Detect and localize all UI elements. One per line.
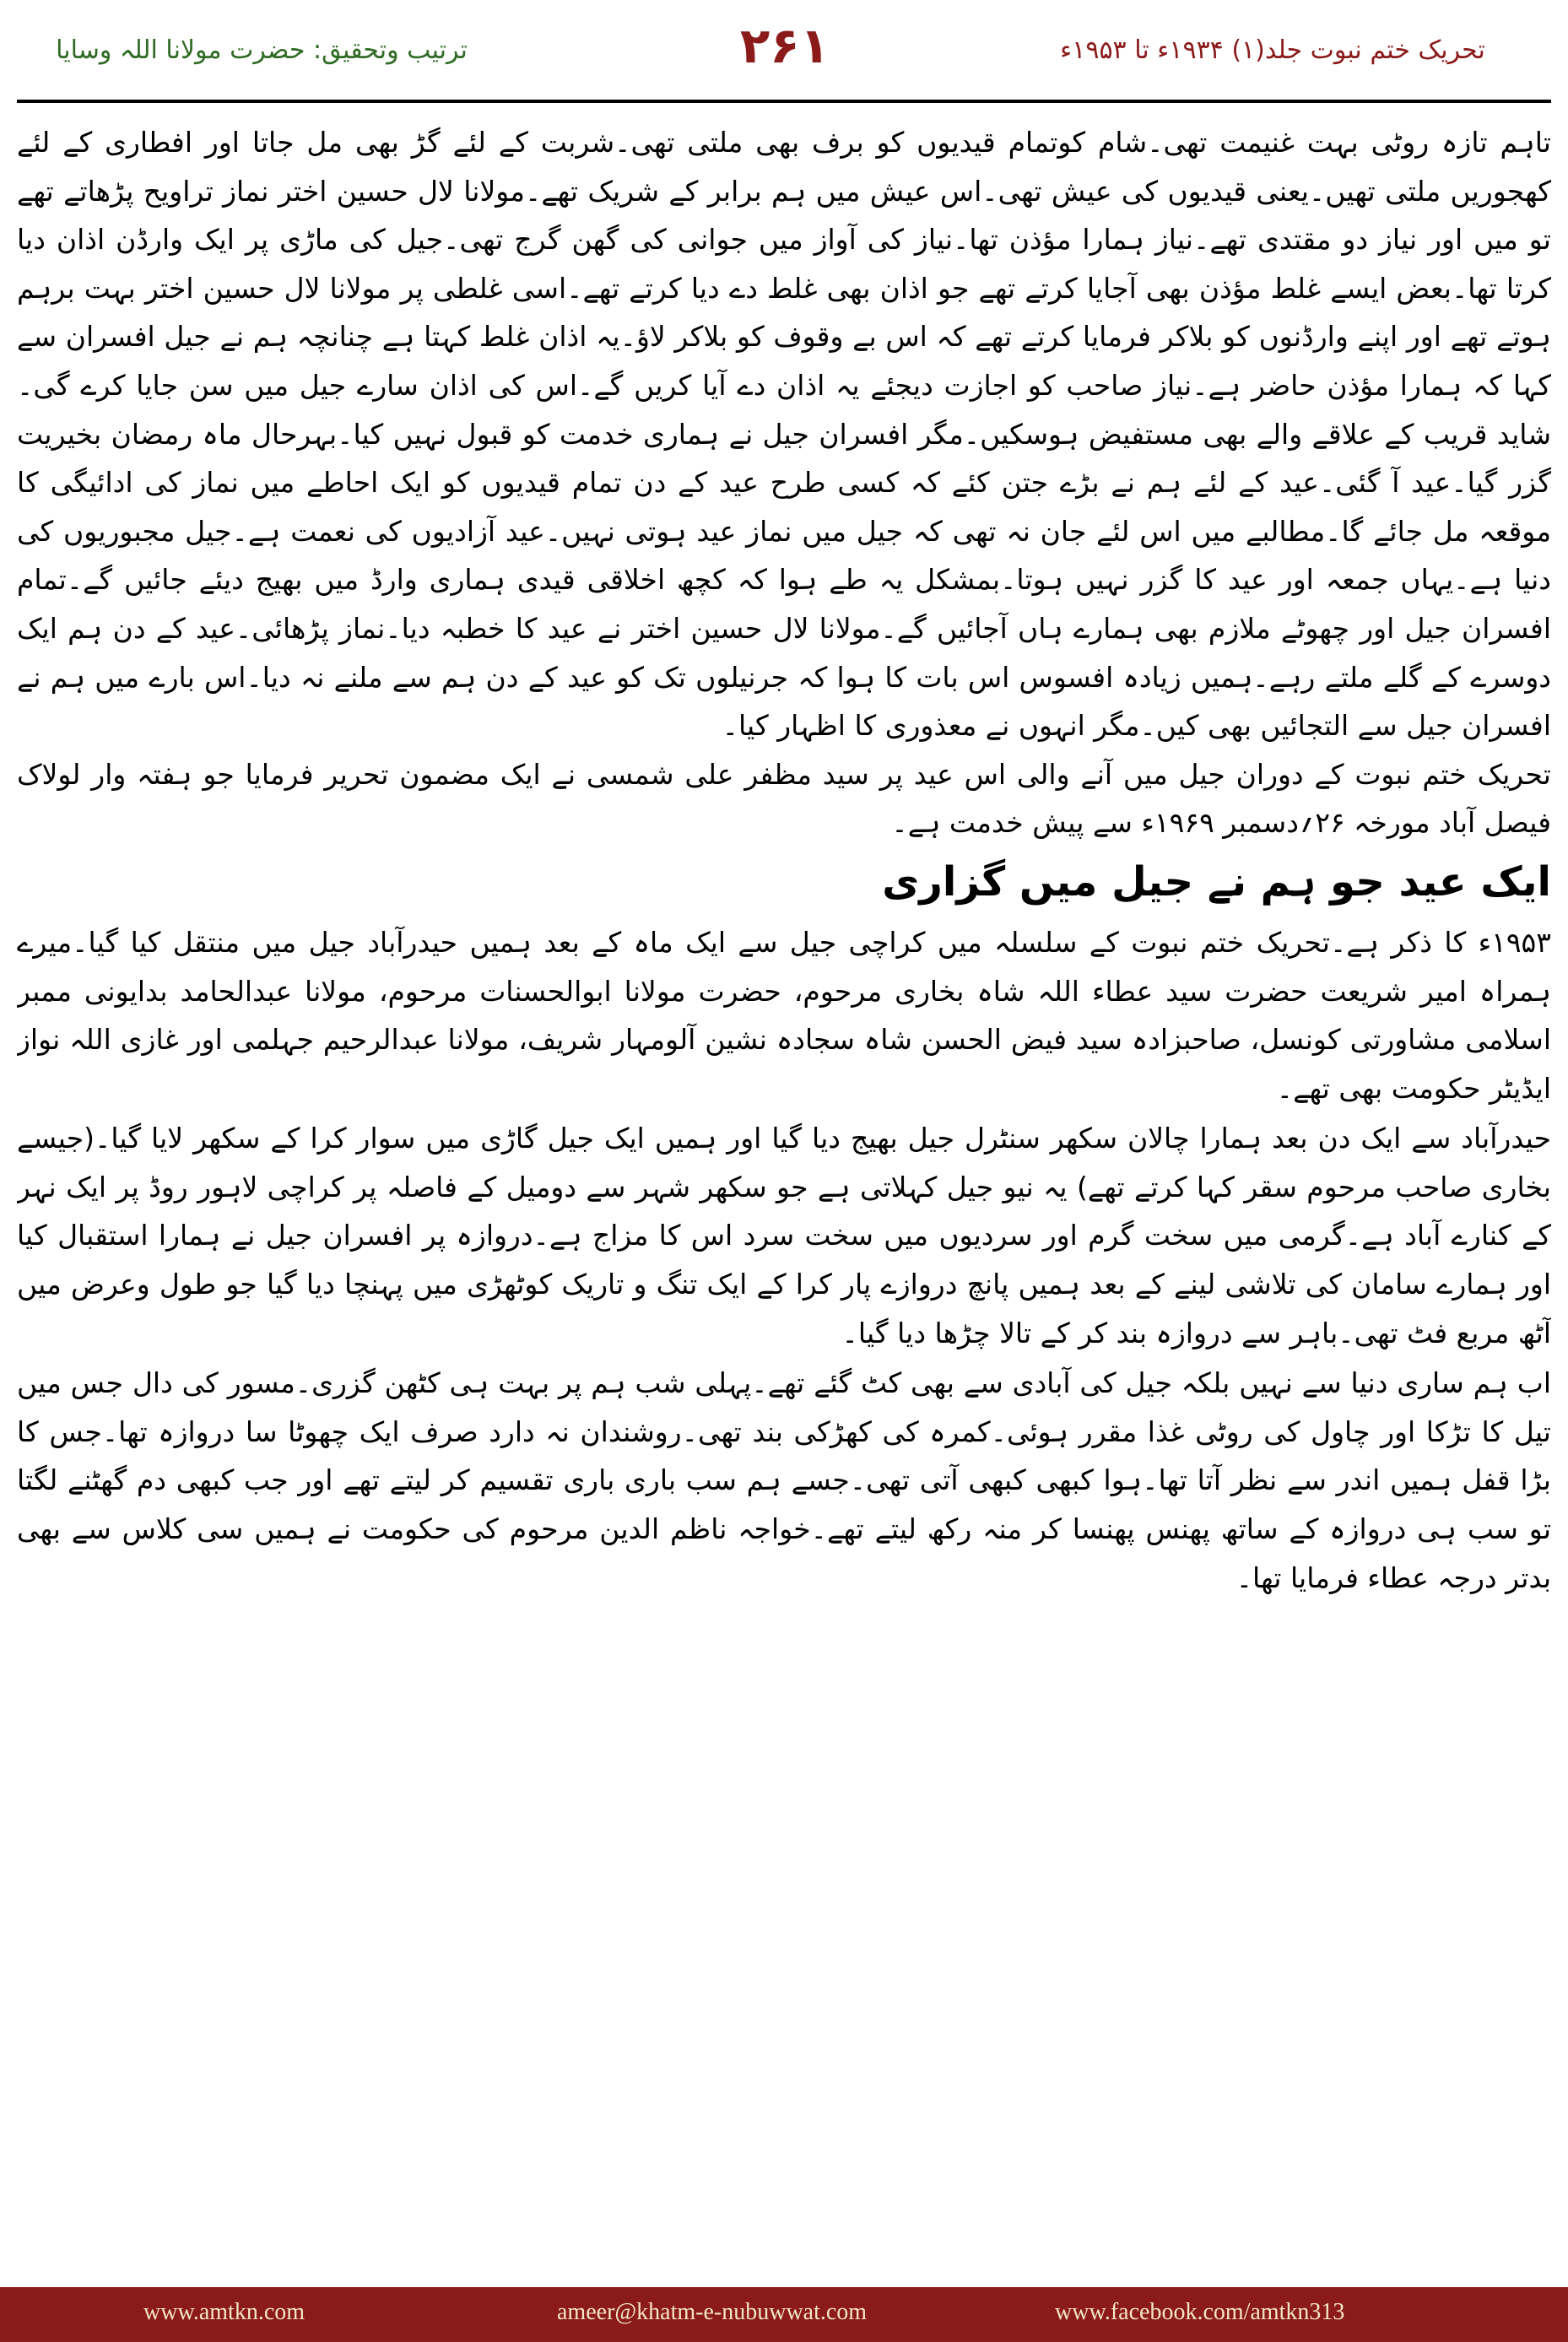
paragraph-2: تحریک ختم نبوت کے دوران جیل میں آنے والی اس عید پر سید مظفر علی شمسی نے ایک مضمون تحریر فرمایا جو ہفتہ وار لولاک فیصل آباد مورخہ ۲۶؍دسمبر ۱۹۶۹ء سے پیش خدمت ہے۔ <box>17 757 1551 840</box>
header-divider <box>17 100 1551 103</box>
page-body <box>17 118 1551 2266</box>
paragraph-1: تاہم تازہ روٹی بہت غنیمت تھی۔شام کوتمام قیدیوں کو برف بھی ملتی تھی۔شربت کے لئے گڑ بھی مل جاتا اور افطاری کے لئے کھجوریں ملتی تھیں۔یعنی قیدیوں کی عیش تھی۔اس عیش میں ہم برابر کے شریک تھے۔مولانا لال حسین اختر نماز تراویح پڑھاتے تھے تو میں اور نیاز دو مقتدی تھے۔نیاز ہمارا مؤذن تھا۔نیاز کی آواز میں جوانی کی گھن گرج تھی۔جیل کی ماڑی پر ایک وارڈن اذان دیا کرتا تھا۔بعض ایسے غلط مؤذن بھی آجایا کرتے تھے جو اذان بھی غلط دے دیا کرتے تھے۔اسی غلطی پر مولانا لال حسین اختر بہت برہم ہوتے تھے اور اپنے وارڈنوں کو بلاکر فرمایا کرتے تھے کہ اس بے وقوف کو بلاکر لاؤ۔یہ اذان غلط کہتا ہے چنانچہ ہم نے جیل افسران سے کہا کہ ہمارا مؤذن حاضر ہے۔نیاز صاحب کو اجازت دیجئے یہ اذان دے آیا کریں گے۔اس کی اذان سارے جیل میں سن جایا کرے گی۔شاید قریب کے علاقے والے بھی مستفیض ہوسکیں۔مگر افسران جیل نے ہماری خدمت کو قبول نہیں کیا۔بہرحال ماہ رمضان بخیریت گزر گیا۔عید آ گئی۔عید کے لئے ہم نے بڑے جتن کئے کہ کسی طرح عید کے دن تمام قیدیوں کو ایک احاطے میں نماز کی ادائیگی کا موقعہ مل جائے گا۔مطالبے میں اس لئے جان نہ تھی کہ جیل میں نماز عید ہوتی نہیں۔عید آزادیوں کی نعمت ہے۔جیل مجبوریوں کی دنیا ہے۔یہاں جمعہ اور عید کا گزر نہیں ہوتا۔بمشکل یہ طے ہوا کہ کچھ اخلاقی قیدی ہماری وارڈ میں بھیج دیئے جائیں گے۔تمام افسران جیل اور چھوٹے ملازم بھی ہمارے ہاں آجائیں گے۔مولانا لال حسین اختر نے عید کا خطبہ دیا۔نماز پڑھائی۔عید کے دن ہم ایک دوسرے کے گلے ملتے رہے۔ہمیں زیادہ افسوس اس بات کا ہوا کہ جرنیلوں تک کو عید کے دن ہم سے ملنے نہ دیا۔اس بارے میں ہم نے افسران جیل سے التجائیں بھی کیں۔مگر انہوں نے معذوری کا اظہار کیا۔ <box>17 126 1551 743</box>
website-link[interactable]: www.amtkn.com <box>143 2299 305 2325</box>
page-header <box>0 0 1568 110</box>
paragraph-4: حیدرآباد سے ایک دن بعد ہمارا چالان سکھر سنٹرل جیل بھیج دیا گیا اور ہمیں ایک جیل گاڑی میں سوار کرا کے سکھر لایا گیا۔(جیسے بخاری صاحب مرحوم سقر کہا کرتے تھے) یہ نیو جیل کہلاتی ہے جو سکھر شہر سے دومیل کے فاصلہ پر کراچی لاہور روڈ پر ایک نہر کے کنارے آباد ہے۔گرمی میں سخت گرم اور سردیوں میں سخت سرد اس کا مزاج ہے۔دروازہ پر افسران جیل نے ہمارا استقبال کیا اور ہمارے سامان کی تلاشی لینے کے بعد ہمیں پانچ دروازے پار کرا کے ایک تنگ و تاریک کوٹھڑی میں پہنچا دیا گیا جو طول وعرض میں آٹھ مربع فٹ تھی۔باہر سے دروازہ بند کر کے تالا چڑھا دیا گیا۔ <box>17 1122 1551 1349</box>
facebook-link[interactable]: www.facebook.com/amtkn313 <box>1055 2299 1345 2325</box>
compiler-credit: ترتیب وتحقیق: حضرت مولانا اللہ وسایا <box>56 35 468 65</box>
paragraph-3: ۱۹۵۳ء کا ذکر ہے۔تحریک ختم نبوت کے سلسلہ میں کراچی جیل سے ایک ماہ کے بعد ہمیں حیدرآباد جیل میں منتقل کیا گیا۔میرے ہمراہ امیر شریعت حضرت سید عطاء اللہ شاہ بخاری مرحوم، حضرت مولانا ابوالحسنات مرحوم، مولانا عبدالحامد بدایونی ممبر اسلامی مشاورتی کونسل، صاحبزادہ سید فیض الحسن شاہ سجادہ نشین آلومہار شریف، مولانا عبدالرحیم جہلمی اور غازی اللہ نواز ایڈیٹر حکومت بھی تھے۔ <box>17 925 1551 1105</box>
paragraph-5: اب ہم ساری دنیا سے نہیں بلکہ جیل کی آبادی سے بھی کٹ گئے تھے۔پہلی شب ہم پر بہت ہی کٹھن گزری۔مسور کی دال جس میں تیل کا تڑکا اور چاول کی روٹی غذا مقرر ہوئی۔کمرہ کی کھڑکی بند تھی۔روشندان نہ دارد صرف ایک چھوٹا سا دروازہ تھا۔جس کا بڑا قفل ہمیں اندر سے نظر آتا تھا۔ہوا کبھی کبھی آتی تھی۔جسے ہم سب باری باری تقسیم کر لیتے تھے اور جب کبھی دم گھٹنے لگتا تو سب ہی دروازہ کے ساتھ پھنس پھنسا کر منہ رکھ لیتے تھے۔خواجہ ناظم الدین مرحوم کی حکومت نے ہمیں سی کلاس سے بھی بدتر درجہ عطاء فرمایا تھا۔ <box>17 1366 1551 1594</box>
book-title: تحریک ختم نبوت جلد(۱) ۱۹۳۴ء تا ۱۹۵۳ء <box>1060 35 1485 65</box>
page-number: ۲۶۱ <box>739 17 830 74</box>
section-heading: ایک عید جو ہم نے جیل میں گزاری <box>882 857 1551 906</box>
page-footer <box>0 2287 1568 2342</box>
email-link[interactable]: ameer@khatm-e-nubuwwat.com <box>557 2299 868 2325</box>
